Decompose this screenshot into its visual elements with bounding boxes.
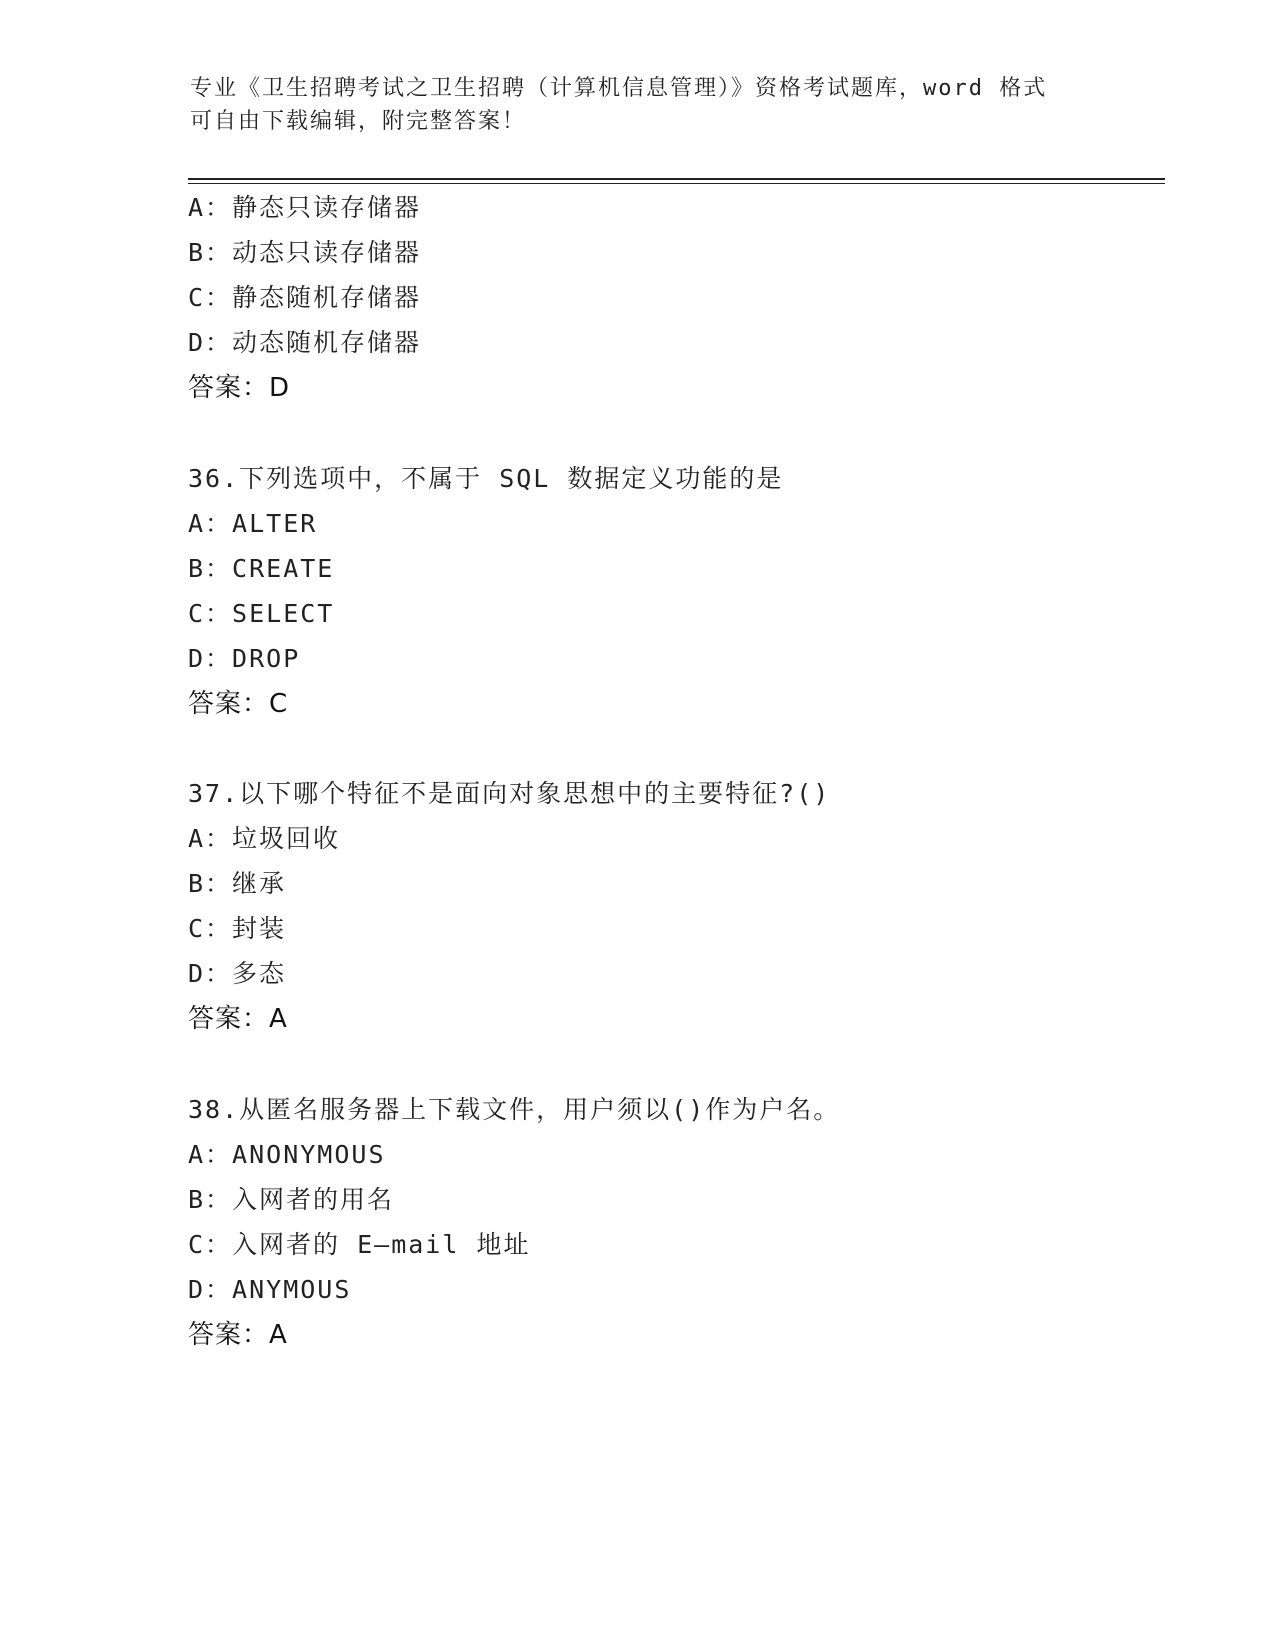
header-line-2: 可自由下载编辑，附完整答案！ [190,109,527,134]
q35-option-d: D：动态随机存储器 [188,328,422,357]
q37-option-b: B：继承 [188,869,287,898]
q37-option-a: A：垃圾回收 [188,824,341,853]
q38-option-d: D：ANYMOUS [188,1275,352,1304]
q36-option-d: D：DROP [188,644,301,673]
q36-question: 36.下列选项中，不属于 SQL 数据定义功能的是 [188,464,784,493]
q35-option-c: C：静态随机存储器 [188,283,422,312]
q36-answer: 答案：C [188,689,289,719]
q35-option-a: A：静态只读存储器 [188,193,422,222]
q35-option-b: B：动态只读存储器 [188,238,422,267]
header-divider-thin [188,183,1165,184]
q35-answer: 答案：D [188,373,291,403]
document-header [190,72,1090,138]
q37-answer: 答案：A [188,1004,288,1034]
q38-option-b: B：入网者的用名 [188,1185,395,1214]
q38-option-a: A：ANONYMOUS [188,1140,386,1169]
q36-option-c: C：SELECT [188,599,335,628]
q37-question: 37.以下哪个特征不是面向对象思想中的主要特征?() [188,779,831,808]
q38-answer: 答案：A [188,1320,288,1350]
q36-option-b: B：CREATE [188,554,335,583]
q37-option-d: D：多态 [188,959,287,988]
header-line-1: 专业《卫生招聘考试之卫生招聘（计算机信息管理）》资格考试题库，word 格式 [190,76,1048,101]
q36-option-a: A：ALTER [188,509,318,538]
q38-option-c: C：入网者的 E—mail 地址 [188,1230,531,1259]
header-divider-thick [188,178,1165,180]
q37-option-c: C：封装 [188,914,287,943]
q38-question: 38.从匿名服务器上下载文件，用户须以()作为户名。 [188,1095,841,1124]
